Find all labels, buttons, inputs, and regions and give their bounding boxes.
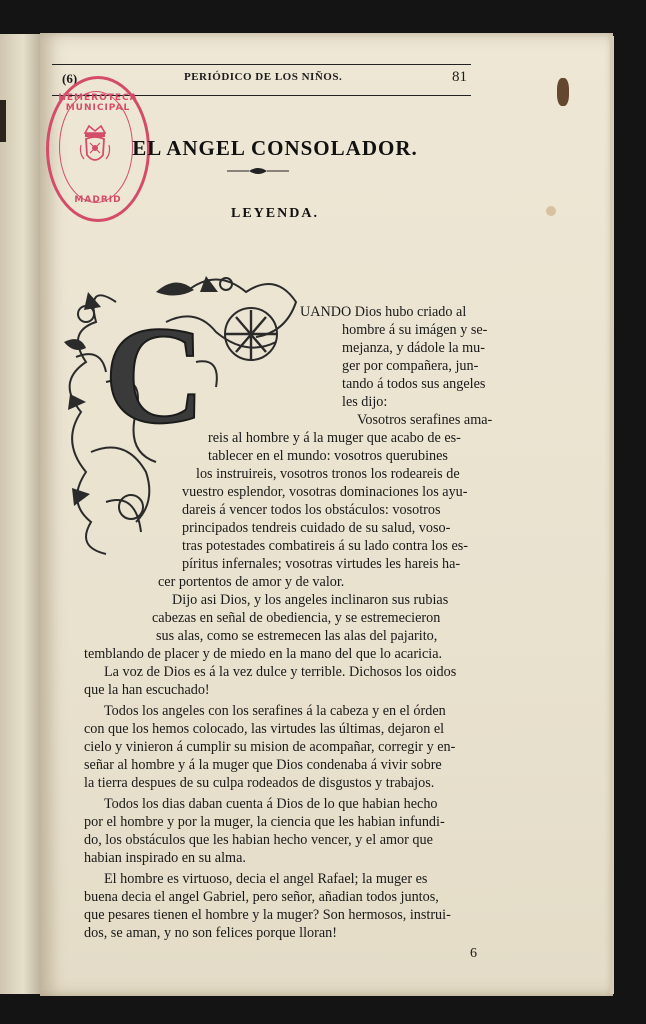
text-line: señar al hombre y á la muger que Dios condenaba á vivir sobre	[84, 757, 442, 773]
header-page-number: 81	[452, 69, 467, 85]
ink-smudge	[557, 78, 569, 106]
paper-spot	[546, 206, 556, 216]
text-line: tando á todos sus angeles	[342, 376, 486, 392]
text-line: Vosotros serafines ama-	[357, 412, 493, 428]
text-line: dareis á vencer todos los obstáculos: vosotros	[182, 502, 441, 518]
text-line: buena decia el angel Gabriel, pero señor, añadian todos juntos,	[84, 889, 439, 905]
initial-letter: C	[104, 298, 206, 453]
text-line: ger por compañera, jun-	[342, 358, 479, 374]
text-line: La voz de Dios es á la vez dulce y terrible. Dichosos los oidos	[104, 664, 457, 680]
stamp-bottom-text: MADRID	[74, 195, 122, 205]
text-line: les dijo:	[342, 394, 388, 410]
text-line: vuestro esplendor, vosotras dominaciones los ayu-	[182, 484, 468, 500]
text-line: Dijo asi Dios, y los angeles inclinaron sus rubias	[172, 592, 449, 608]
text-line: temblando de placer y de miedo en la mano del que lo acaricia.	[84, 646, 443, 662]
text-line: tras potestades combatireis á su lado contra los es-	[182, 538, 469, 554]
article-subtitle: LEYENDA.	[231, 206, 319, 221]
article-title: EL ANGEL CONSOLADOR.	[132, 136, 418, 160]
text-line: que pesares tienen el hombre y la muger? Son hermosos, instrui-	[84, 907, 451, 923]
text-line: que la han escuchado!	[84, 682, 210, 698]
text-line: do, los obstáculos que les habian hecho vencer, y el amor que	[84, 832, 433, 848]
text-line: mejanza, y dádole la mu-	[342, 340, 485, 356]
header-issue-number: (6)	[62, 71, 78, 86]
crown-crest-icon	[77, 123, 113, 169]
text-line: los instruireis, vosotros tronos los rodeareis de	[196, 466, 460, 482]
left-page-edge	[0, 34, 42, 994]
text-line: tablecer en el mundo: vosotros querubines	[208, 448, 448, 464]
stamp-top-text: HEMEROTECA MUNICIPAL	[58, 93, 138, 113]
text-line: habian inspirado en su alma.	[84, 850, 246, 866]
text-line: píritus infernales; vosotras virtudes les hareis ha-	[182, 556, 461, 572]
title-ornament-icon	[225, 166, 291, 176]
text-line: por el hombre y por la muger, la ciencia que les habian infundi-	[84, 814, 445, 830]
text-line: Todos los angeles con los serafines á la cabeza y en el órden	[104, 703, 446, 719]
header-periodical-title: PERIÓDICO DE LOS NIÑOS.	[184, 71, 343, 83]
text-line: con que los hemos colocado, las virtudes las últimas, dejaron el	[84, 721, 445, 737]
text-line: UANDO Dios hubo criado al	[300, 304, 467, 320]
text-line: la tierra despues de su culpa rodeados de disgustos y trabajos.	[84, 775, 435, 791]
folio-number: 6	[470, 946, 477, 961]
left-page-mark	[0, 100, 6, 142]
text-line: El hombre es virtuoso, decia el angel Rafael; la muger es	[104, 871, 428, 887]
text-line: dos, se aman, y no son felices porque lloran!	[84, 925, 337, 941]
text-line: Todos los dias daban cuenta á Dios de lo que habian hecho	[104, 796, 438, 812]
text-line: sus alas, como se estremecen las alas del pajarito,	[156, 628, 438, 644]
text-line: cielo y vinieron á cumplir su mision de acompañar, corregir y en-	[84, 739, 456, 755]
text-line: reis al hombre y á la muger que acabo de es-	[208, 430, 461, 446]
text-line: cabezas en señal de obediencia, y se estremecieron	[152, 610, 441, 626]
text-line: principados tendreis cuidado de su salud, voso-	[182, 520, 451, 536]
text-line: cer portentos de amor y de valor.	[158, 574, 345, 590]
text-line: hombre á su imágen y se-	[342, 322, 488, 338]
page-edge	[610, 36, 614, 994]
